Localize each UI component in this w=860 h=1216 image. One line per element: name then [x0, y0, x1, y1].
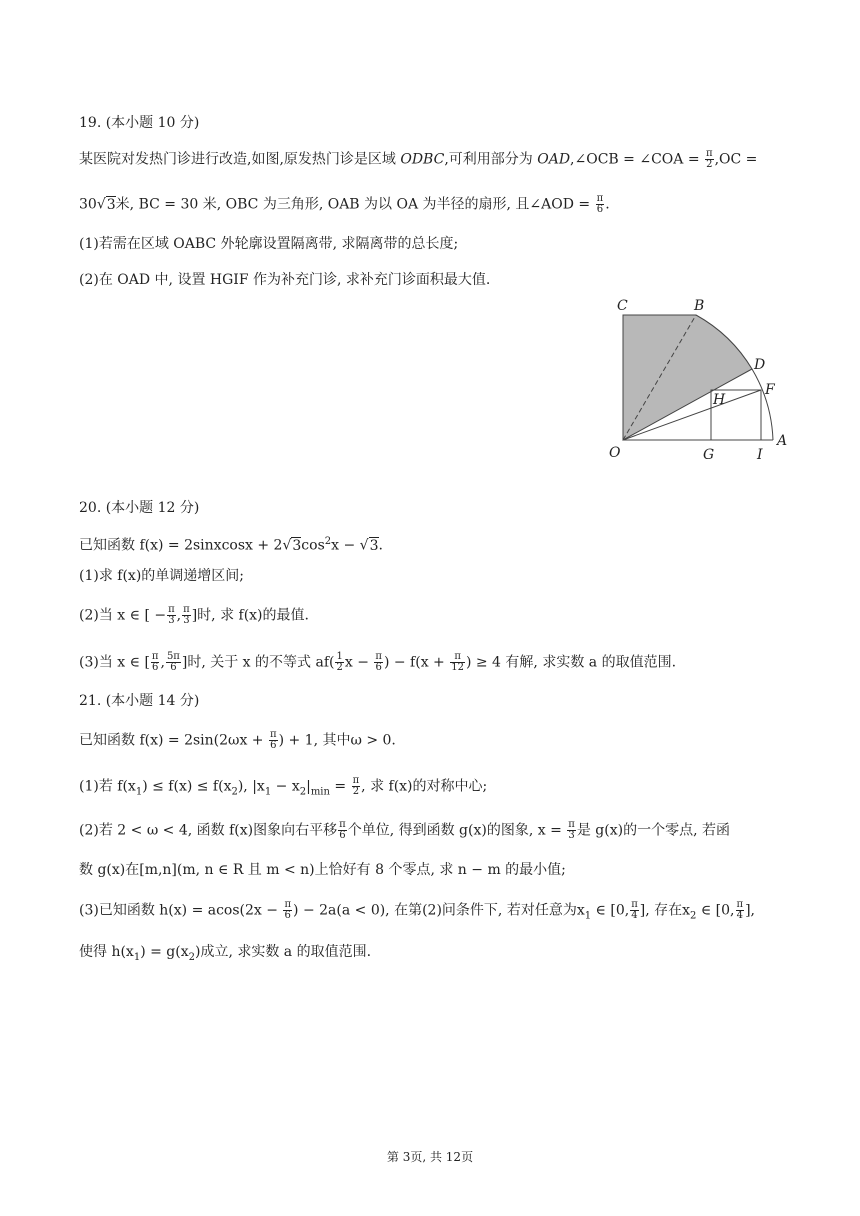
q21-part2-line1 [79, 820, 730, 841]
label-a: A [777, 433, 788, 449]
text: 使得 h(x [79, 944, 134, 960]
text: (3)已知函数 h(x) = acos(2x − [79, 902, 283, 919]
q21-header: 21. (本小题 14 分) [79, 693, 200, 709]
text: cos [301, 537, 325, 554]
q19-text-line1 [79, 149, 757, 170]
text: = [329, 778, 351, 795]
fraction: $\frac{\pi}{6}$ [339, 819, 346, 841]
fraction: $\frac{\pi}{6}$ [269, 729, 277, 751]
sqrt: 3 [292, 537, 302, 554]
text: ∈ [0, [696, 902, 735, 919]
subscript: 2 [690, 910, 697, 922]
text: ), |x [237, 778, 265, 795]
superscript: 2 [324, 536, 332, 547]
label-o: O [609, 445, 621, 461]
text: ) ≥ 4 有解, 求实数 a 的取值范围. [465, 654, 677, 671]
text: ) = g(x [140, 944, 189, 960]
text: 已知函数 f(x) = 2sin(2ωx + [79, 732, 268, 749]
text: 某医院对发热门诊进行改造,如图,原发热门诊是区域 [79, 151, 401, 168]
text: , [160, 654, 165, 671]
fraction: $\frac{\pi}{6}$ [284, 899, 292, 921]
q20-function: 已知函数 f(x) = 2sinxcosx + $2√3\cos^2x - √3$. [79, 536, 383, 554]
q20-header: 20. (本小题 12 分) [79, 500, 200, 516]
arc-da [752, 369, 773, 440]
label-b: B [694, 298, 705, 314]
label-f: F [765, 382, 775, 398]
fraction: $\frac{\pi}{3}$ [183, 604, 190, 626]
text: . [605, 196, 610, 213]
label-h: H [713, 392, 726, 408]
subscript: 1 [135, 786, 143, 798]
text: 30 [79, 196, 97, 213]
q20-part1: (1)求 f(x)的单调递增区间; [79, 568, 244, 584]
fraction: $\frac{\pi}{6}$ [596, 193, 604, 215]
text: (2)当 x ∈ [ − [79, 607, 167, 624]
q21-part1 [79, 776, 487, 802]
text: ) + 1, 其中ω > 0. [278, 732, 396, 749]
label-c: C [617, 298, 628, 314]
text: 已知函数 f(x) = 2sinxcosx + 2 [79, 537, 283, 554]
fraction: $\frac{1}{2}$ [336, 651, 343, 673]
text: (2)若 2 < ω < 4, 函数 f(x)图象向右平移 [79, 822, 338, 839]
text: ], 存在x [639, 902, 691, 919]
shaded-region [623, 315, 752, 440]
subscript: min [310, 786, 330, 798]
q19-figure [600, 290, 800, 470]
text: ,∠OCB = ∠COA = [570, 151, 704, 168]
text: x − [344, 654, 374, 671]
q20-part3 [79, 652, 676, 673]
text: ], [745, 902, 755, 919]
text: . [378, 537, 383, 554]
text: | [306, 778, 311, 795]
page-footer: 第 3页, 共 12页 [386, 1150, 474, 1164]
q20-part2 [79, 605, 309, 626]
subscript: 1 [264, 786, 272, 798]
text: ) ≤ f(x) ≤ f(x [142, 778, 232, 795]
text: ODBC [400, 151, 445, 168]
fraction: $\frac{\pi}{6}$ [151, 651, 159, 673]
subscript: 2 [231, 786, 238, 798]
text: 个单位, 得到函数 g(x)的图象, x = [347, 822, 567, 839]
fraction: $\frac{\pi}{6}$ [375, 651, 382, 673]
q19-part1: (1)若需在区域 OABC 外轮廓设置隔离带, 求隔离带的总长度; [79, 236, 459, 252]
text: ) − 2a(a < 0), 在第(2)问条件下, 若对任意为x [293, 902, 585, 919]
q19-part2: (2)在 OAD 中, 设置 HGIF 作为补充门诊, 求补充门诊面积最大值. [79, 272, 491, 288]
text: ,可利用部分为 [444, 151, 538, 168]
text: − x [271, 778, 300, 795]
q21-part3-line2 [79, 942, 371, 968]
q19-header: 19. (本小题 10 分) [79, 115, 200, 131]
text: x − [331, 537, 360, 554]
text: , [176, 607, 182, 624]
subscript: 2 [188, 951, 195, 963]
text: ]时, 关于 x 的不等式 af( [181, 654, 335, 671]
text: ,OC = [714, 151, 758, 168]
subscript: 2 [299, 786, 307, 798]
fraction: $\frac{\pi}{4}$ [736, 899, 744, 921]
text: 是 g(x)的一个零点, 若函 [576, 822, 730, 839]
text: (1)若 f(x [79, 778, 136, 795]
q21-part3-line1 [79, 900, 755, 926]
label-d: D [754, 357, 766, 373]
sqrt: 3 [369, 537, 379, 554]
text: , 求 f(x)的对称中心; [361, 778, 488, 795]
text: OAD [537, 151, 571, 168]
text: (3)当 x ∈ [ [79, 654, 150, 671]
q19-text-line2: 30√3米, BC = 30 米, OBC 为三角形, OAB 为以 OA 为半径的扇形, 且∠AOD = $\frac{\pi}{6}$ . [79, 193, 610, 215]
sqrt: 3 [106, 196, 116, 213]
fraction: $\frac{\pi}{3}$ [568, 819, 575, 841]
text: )成立, 求实数 a 的取值范围. [195, 944, 372, 960]
q21-part2-line2: 数 g(x)在[m,n](m, n ∈ R 且 m < n)上恰好有 8 个零点, 求 n − m 的最小值; [79, 862, 566, 878]
fraction: $\frac{5\pi}{6}$ [166, 651, 180, 673]
fraction: $\frac{\pi}{2}$ [352, 775, 360, 797]
q21-function [79, 730, 396, 751]
subscript: 1 [133, 951, 141, 963]
fraction: $\frac{\pi}{2}$ [706, 148, 713, 170]
label-g: G [703, 447, 715, 463]
text: 米, BC = 30 米, OBC 为三角形, OAB 为以 OA 为半径的扇形, 且∠AOD = [115, 196, 595, 213]
text: ]时, 求 f(x)的最值. [191, 607, 309, 624]
fraction: $\frac{\pi}{4}$ [631, 899, 638, 921]
text: ∈ [0, [591, 902, 630, 919]
fraction: $\frac{\pi}{12}$ [451, 651, 464, 673]
fraction: $\frac{\pi}{3}$ [168, 604, 175, 626]
text: ) − f(x + [383, 654, 450, 671]
subscript: 1 [584, 910, 592, 922]
label-i: I [757, 447, 763, 463]
